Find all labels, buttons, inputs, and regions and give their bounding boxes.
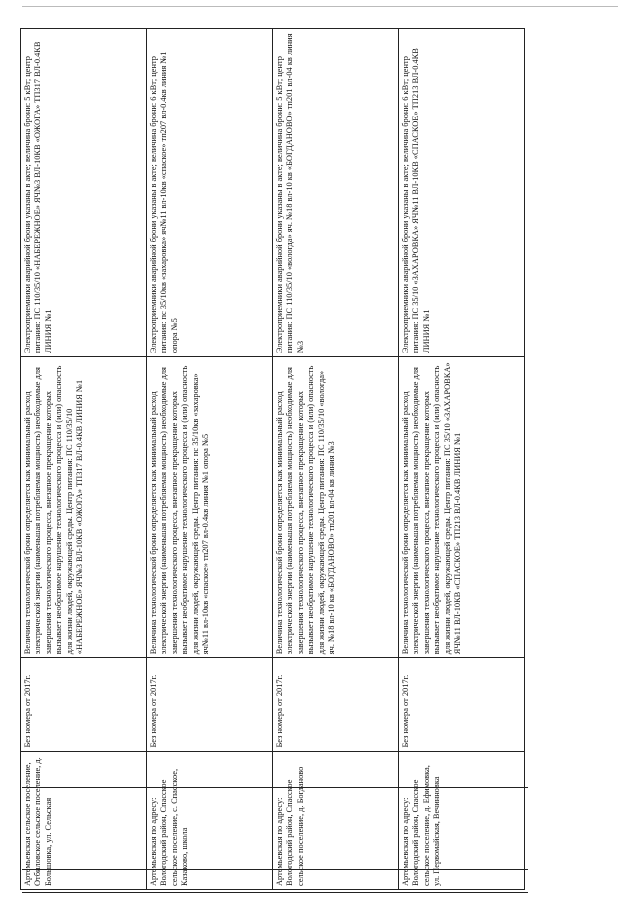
table-row xyxy=(273,29,399,890)
address-cell: Артемьевская по адресу: Вологодский район, Спасское сельское поселение, с. Спасское, Казаково, школа xyxy=(147,751,273,889)
address-cell: Артемьевская по адресу: Вологодский район, Спасское сельское поселение, д. Ефимовка, ул. Первомайская, Вечинновка xyxy=(399,751,525,889)
address-cell: Артемьевская по адресу: Вологодский район, Спасское сельское поселение, д. Богданово xyxy=(273,751,399,889)
description-cell: Величина технологической брони определяется как минимальный расход электрической энергии (наименьшая потребляемая мощность) необходимые для завершения технологического процесса, внезапное прекращение которых вызывает необратимое нарушение технологического процесса и (или) опасность для жизни людей, окружающей среды. Центр питания: пс 35/10кв «захаровка» яч№11 вл-10кв «спаское» тп207 вл-0.4кв линия №1 опора №5 xyxy=(147,357,273,658)
rotated-table-container xyxy=(20,28,525,890)
table-row xyxy=(21,29,147,890)
note-cell: Электроприемники аварийной брони указаны в акте; величина брони: 5 кВт; центр питания: ПС 110/35/10 «вологда» яч. №18 вл-10 кв «БОГДАНОВО» тп201 вл-04 кв линия №3 xyxy=(273,29,399,357)
number-cell: Без номера от 2017г. xyxy=(147,658,273,751)
description-cell: Величина технологической брони определяется как минимальный расход электрической энергии (наименьшая потребляемая мощность) необходимые для завершения технологического процесса, внезапное прекращение которых вызывает необратимое нарушение технологического процесса и (или) опасность для жизни людей, окружающей среды. Центр питания: ПС 35/10 «ЗАХАРОВКА» ЯЧ№11 ВЛ-10КВ «СПАСКОЕ» ТП213 ВЛ-0.4КВ ЛИНИЯ №1 xyxy=(399,357,525,658)
bottom-rule-2 xyxy=(22,869,528,870)
note-cell: Электроприемники аварийной брони указаны в акте; величина брони: 6 кВт; центр питания: пс 35/10кв «захаровка» яч№11 вл-10кв «спаское» тп207 вл-0.4кв линия №1 опора №5 xyxy=(147,29,273,357)
note-cell: Электроприемники аварийной брони указаны в акте; величина брони: 6 кВт; центр питания: ПС 35/10 «ЗАХАРОВКА» ЯЧ№11 ВЛ-10КВ «СПАСКОЕ» ТП213 ВЛ-0.4КВ ЛИНИЯ №1 xyxy=(399,29,525,357)
number-cell: Без номера от 2017г. xyxy=(399,658,525,751)
bottom-rule-3 xyxy=(22,892,528,893)
table-row xyxy=(399,29,525,890)
bottom-rule-1 xyxy=(22,787,528,788)
top-rule xyxy=(22,6,618,7)
address-cell: Артемьевская сельское поселение, Отбиловское сельское поселение, д. Большовка, ул. Сельская xyxy=(21,751,147,889)
description-cell: Величина технологической брони определяется как минимальный расход электрической энергии (наименьшая потребляемая мощность) необходимые для завершения технологического процесса, внезапное прекращение которых вызывает необратимое нарушение технологического процесса и (или) опасность для жизни людей, окружающей среды. Центр питания: ПС 110/35/10 «вологда» яч. №18 вл-10 кв «БОГДАНОВО» тп201 вл-04 кв линия №3 xyxy=(273,357,399,658)
reserve-table xyxy=(20,28,525,890)
table-row xyxy=(147,29,273,890)
description-cell: Величина технологической брони определяется как минимальный расход электрической энергии (наименьшая потребляемая мощность) необходимые для завершения технологического процесса, внезапное прекращение которых вызывает необратимое нарушение технологического процесса и (или) опасность для жизни людей, окружающей среды. Центр питания: ПС 110/35/10 «НАБЕРЕЖНОЕ» ЯЧ№3 ВЛ-10КВ «ОЖОГА» ТП317 ВЛ-0.4КВ ЛИНИЯ №1 xyxy=(21,357,147,658)
note-cell: Электроприемники аварийной брони указаны в акте; величина брони: 5 кВт; центр питания: ПС 110/35/10 «НАБЕРЕЖНОЕ» ЯЧ№3 ВЛ-10КВ «ОЖОГА» ТП317 ВЛ-0.4КВ ЛИНИЯ №1 xyxy=(21,29,147,357)
number-cell: Без номера от 2017г. xyxy=(21,658,147,751)
number-cell: Без номера от 2017г. xyxy=(273,658,399,751)
